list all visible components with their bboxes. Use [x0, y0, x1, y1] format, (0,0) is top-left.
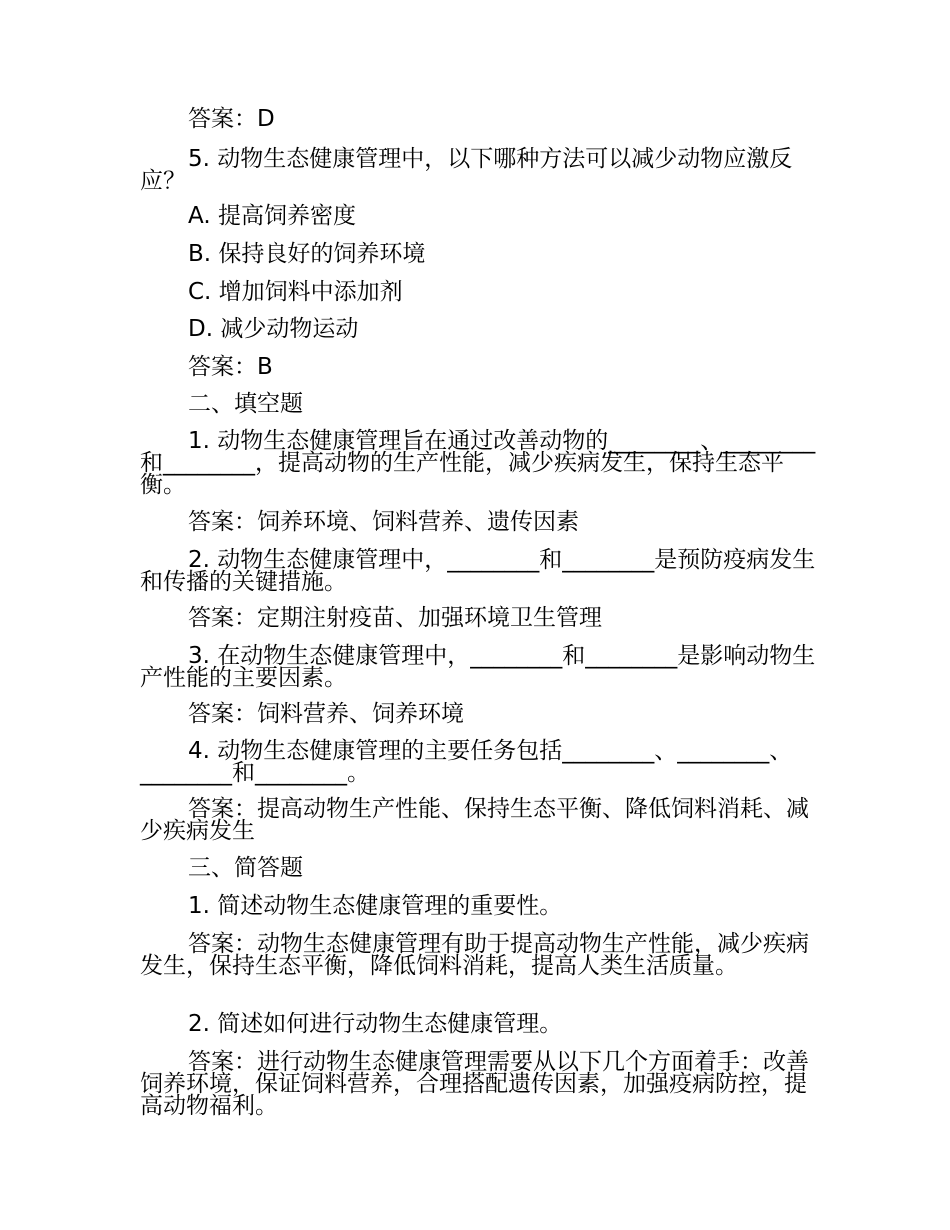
fill-blank-question: 1. 动物生态健康管理旨在通过改善动物的________、________和________，提高动物的生产性能，减少疾病发生，保持生态平衡。	[140, 428, 816, 498]
question-text: 5. 动物生态健康管理中，以下哪种方法可以减少动物应激反应？	[140, 146, 793, 194]
answer-line: 答案：饲料营养、饲养环境	[188, 701, 464, 727]
answer-line: 答案：饲养环境、饲料营养、遗传因素	[188, 509, 579, 535]
option-a: A. 提高饲养密度	[188, 203, 356, 229]
section-heading: 三、简答题	[188, 855, 303, 881]
option-c: C. 增加饲料中添加剂	[188, 279, 403, 305]
section-heading: 二、填空题	[188, 391, 303, 417]
option-d: D. 减少动物运动	[188, 316, 359, 342]
short-answer-question: 1. 简述动物生态健康管理的重要性。	[188, 893, 563, 919]
fill-blank-question: 3. 在动物生态健康管理中，________和________是影响动物生产性能的主要因素。	[140, 643, 816, 691]
fill-blank-question: 4. 动物生态健康管理的主要任务包括________、________、________和________。	[140, 738, 793, 786]
option-b: B. 保持良好的饲养环境	[188, 241, 426, 267]
short-answer-question: 2. 简述如何进行动物生态健康管理。	[188, 1011, 563, 1037]
answer-paragraph: 答案：动物生态健康管理有助于提高动物生产性能，减少疾病发生，保持生态平衡，降低饲料消耗，提高人类生活质量。	[140, 931, 809, 979]
answer-paragraph: 答案：进行动物生态健康管理需要从以下几个方面着手：改善饲养环境，保证饲料营养，合理搭配遗传因素，加强疫病防控，提高动物福利。	[140, 1049, 809, 1119]
fill-blank-question: 2. 动物生态健康管理中，________和________是预防疫病发生和传播的关键措施。	[140, 547, 816, 595]
answer-line: 答案：D	[188, 106, 275, 132]
answer-line: 答案：B	[188, 354, 273, 380]
answer-line: 答案：定期注射疫苗、加强环境卫生管理	[188, 605, 602, 631]
answer-paragraph: 答案：提高动物生产性能、保持生态平衡、降低饲料消耗、减少疾病发生	[140, 796, 809, 844]
